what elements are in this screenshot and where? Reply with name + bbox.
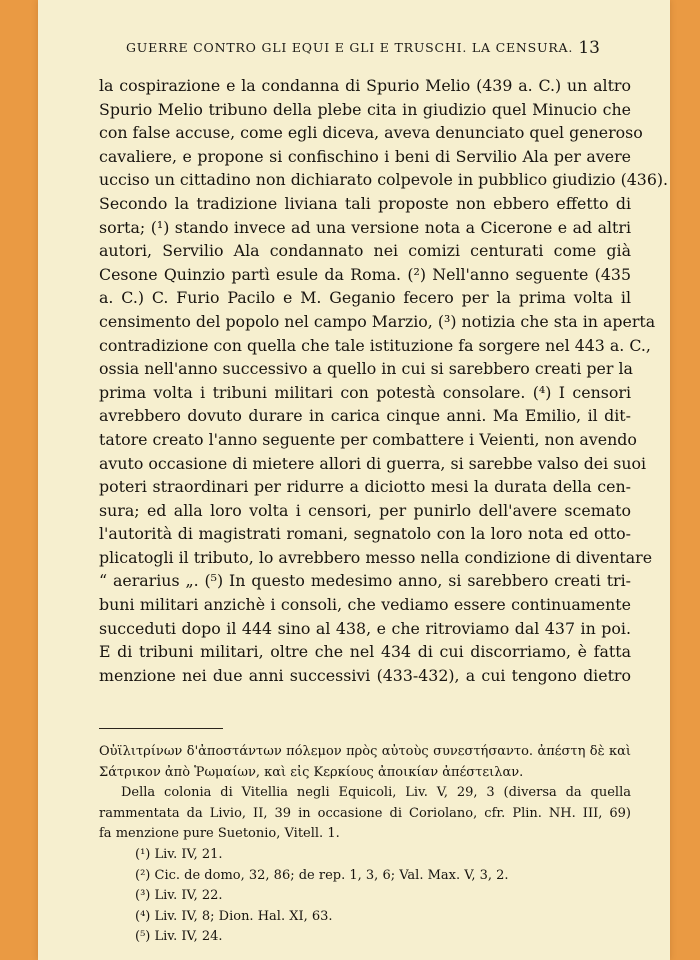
footnote-3 [99,886,631,907]
text-line: la cospirazione e la condanna di Spurio Melio (439 a. C.) un altro [99,76,631,95]
text-line: cavaliere, e propone si confischino i beni di Servilio Ala per avere [99,146,631,166]
text-line: ucciso un cittadino non dichiarato colpevole in pubblico giudizio (436). [99,170,669,190]
footnote-marker: (³) [135,888,151,904]
text-line: a. C.) C. Furio Pacilo e M. Geganio fecero per la prima volta il [99,288,631,308]
footnote-paragraph-line: rammentata da Livio, II, 39 in occasione di Coriolano, cfr. Plin. NH. III, 69) [99,805,631,821]
text-line: buni militari anzichè i consoli, che vediamo essere continuamente [99,595,631,615]
text-line: prima volta i tribuni militari con potestà consolare. (⁴) I censori [99,382,631,402]
greek-quote-line: Οὐϊλιτρίνων δ'ἀποστάντων πόλεμον πρὸς αὐτοὺς συνεστήσαντο. ἀπέστη δὲ καὶ [99,744,631,759]
running-head: GUERRE CONTRO GLI EQUI E GLI E TRUSCHI. LA CENSURA. [126,40,574,55]
footnote-1 [99,845,631,866]
footnote-marker: (¹) [135,846,151,862]
text-line: succeduti dopo il 444 sino al 438, e che ritroviamo dal 437 in poi. [99,618,631,638]
footnote-4 [99,907,631,928]
text-line: “ aerarius „. (⁵) In questo medesimo anno, si sarebbero creati tri- [99,571,631,591]
text-line: contradizione con quella che tale istituzione fa sorgere nel 443 a. C., [99,335,651,355]
footnote-text: Liv. IV, 8; Dion. Hal. XI, 63. [154,908,333,924]
main-text [99,74,669,687]
text-line: Cesone Quinzio partì esule da Roma. (²) Nell'anno seguente (435 [99,264,631,284]
text-line: l'autorità di magistrati romani, segnatolo con la loro nota ed otto- [99,524,631,544]
footnote-text: Liv. IV, 22. [154,888,223,904]
text-line: E di tribuni militari, oltre che nel 434 di cui discorriamo, è fatta [99,642,631,662]
footnote-marker: (⁵) [135,929,151,945]
text-line: sorta; (¹) stando invece ad una versione nota a Cicerone e ad altri [99,217,631,237]
footnote-divider [99,728,223,729]
footnote-text: Cic. de domo, 32, 86; de rep. 1, 3, 6; Val. Max. V, 3, 2. [154,867,509,883]
text-line: censimento del popolo nel campo Marzio, (³) notizia che sta in aperta [99,311,656,331]
page-number: 13 [578,38,600,58]
text-line: ossia nell'anno successivo a quello in cui si sarebbero creati per la [99,359,633,379]
text-line: avrebbero dovuto durare in carica cinque anni. Ma Emilio, il dit- [99,406,631,426]
text-line: sura; ed alla loro volta i censori, per punirlo dell'avere scemato [99,500,631,520]
footnote-marker: (²) [135,867,151,883]
footnote-paragraph-line: fa menzione pure Suetonio, Vitell. 1. [99,826,340,842]
footnote-text: Liv. IV, 21. [154,846,223,862]
footnote-2 [99,866,631,887]
footnote-5 [99,927,631,948]
text-line: Secondo la tradizione liviana tali proposte non ebbero effetto di [99,193,631,213]
text-line: autori, Servilio Ala condannato nei comizi centurati come già [99,241,631,261]
footnote-marker: (⁴) [135,908,151,924]
greek-quote-line: Σάτρικον ἀπὸ Ῥωμαίων, καὶ εἰς Κερκίους ἀποικίαν ἀπέστειλαν. [99,764,524,780]
text-line: tatore creato l'anno seguente per combattere i Veienti, non avendo [99,429,637,449]
footnote-paragraph-line: Della colonia di Vitellia negli Equicoli, Liv. V, 29, 3 (diversa da quella [121,785,631,801]
text-line: avuto occasione di mietere allori di guerra, si sarebbe valso dei suoi [99,453,647,473]
text-line: poteri straordinari per ridurre a diciotto mesi la durata della cen- [99,477,631,497]
footnotes-section [99,742,631,948]
text-line: menzione nei due anni successivi (433-432), a cui tengono dietro [99,665,631,685]
text-line: Spurio Melio tribuno della plebe cita in giudizio quel Minucio che [99,99,631,119]
text-line: plicatogli il tributo, lo avrebbero messo nella condizione di diventare [99,547,653,567]
book-page [38,0,670,960]
text-line: con false accuse, come egli diceva, aveva denunciato quel generoso [99,123,643,143]
footnote-text: Liv. IV, 24. [154,929,223,945]
